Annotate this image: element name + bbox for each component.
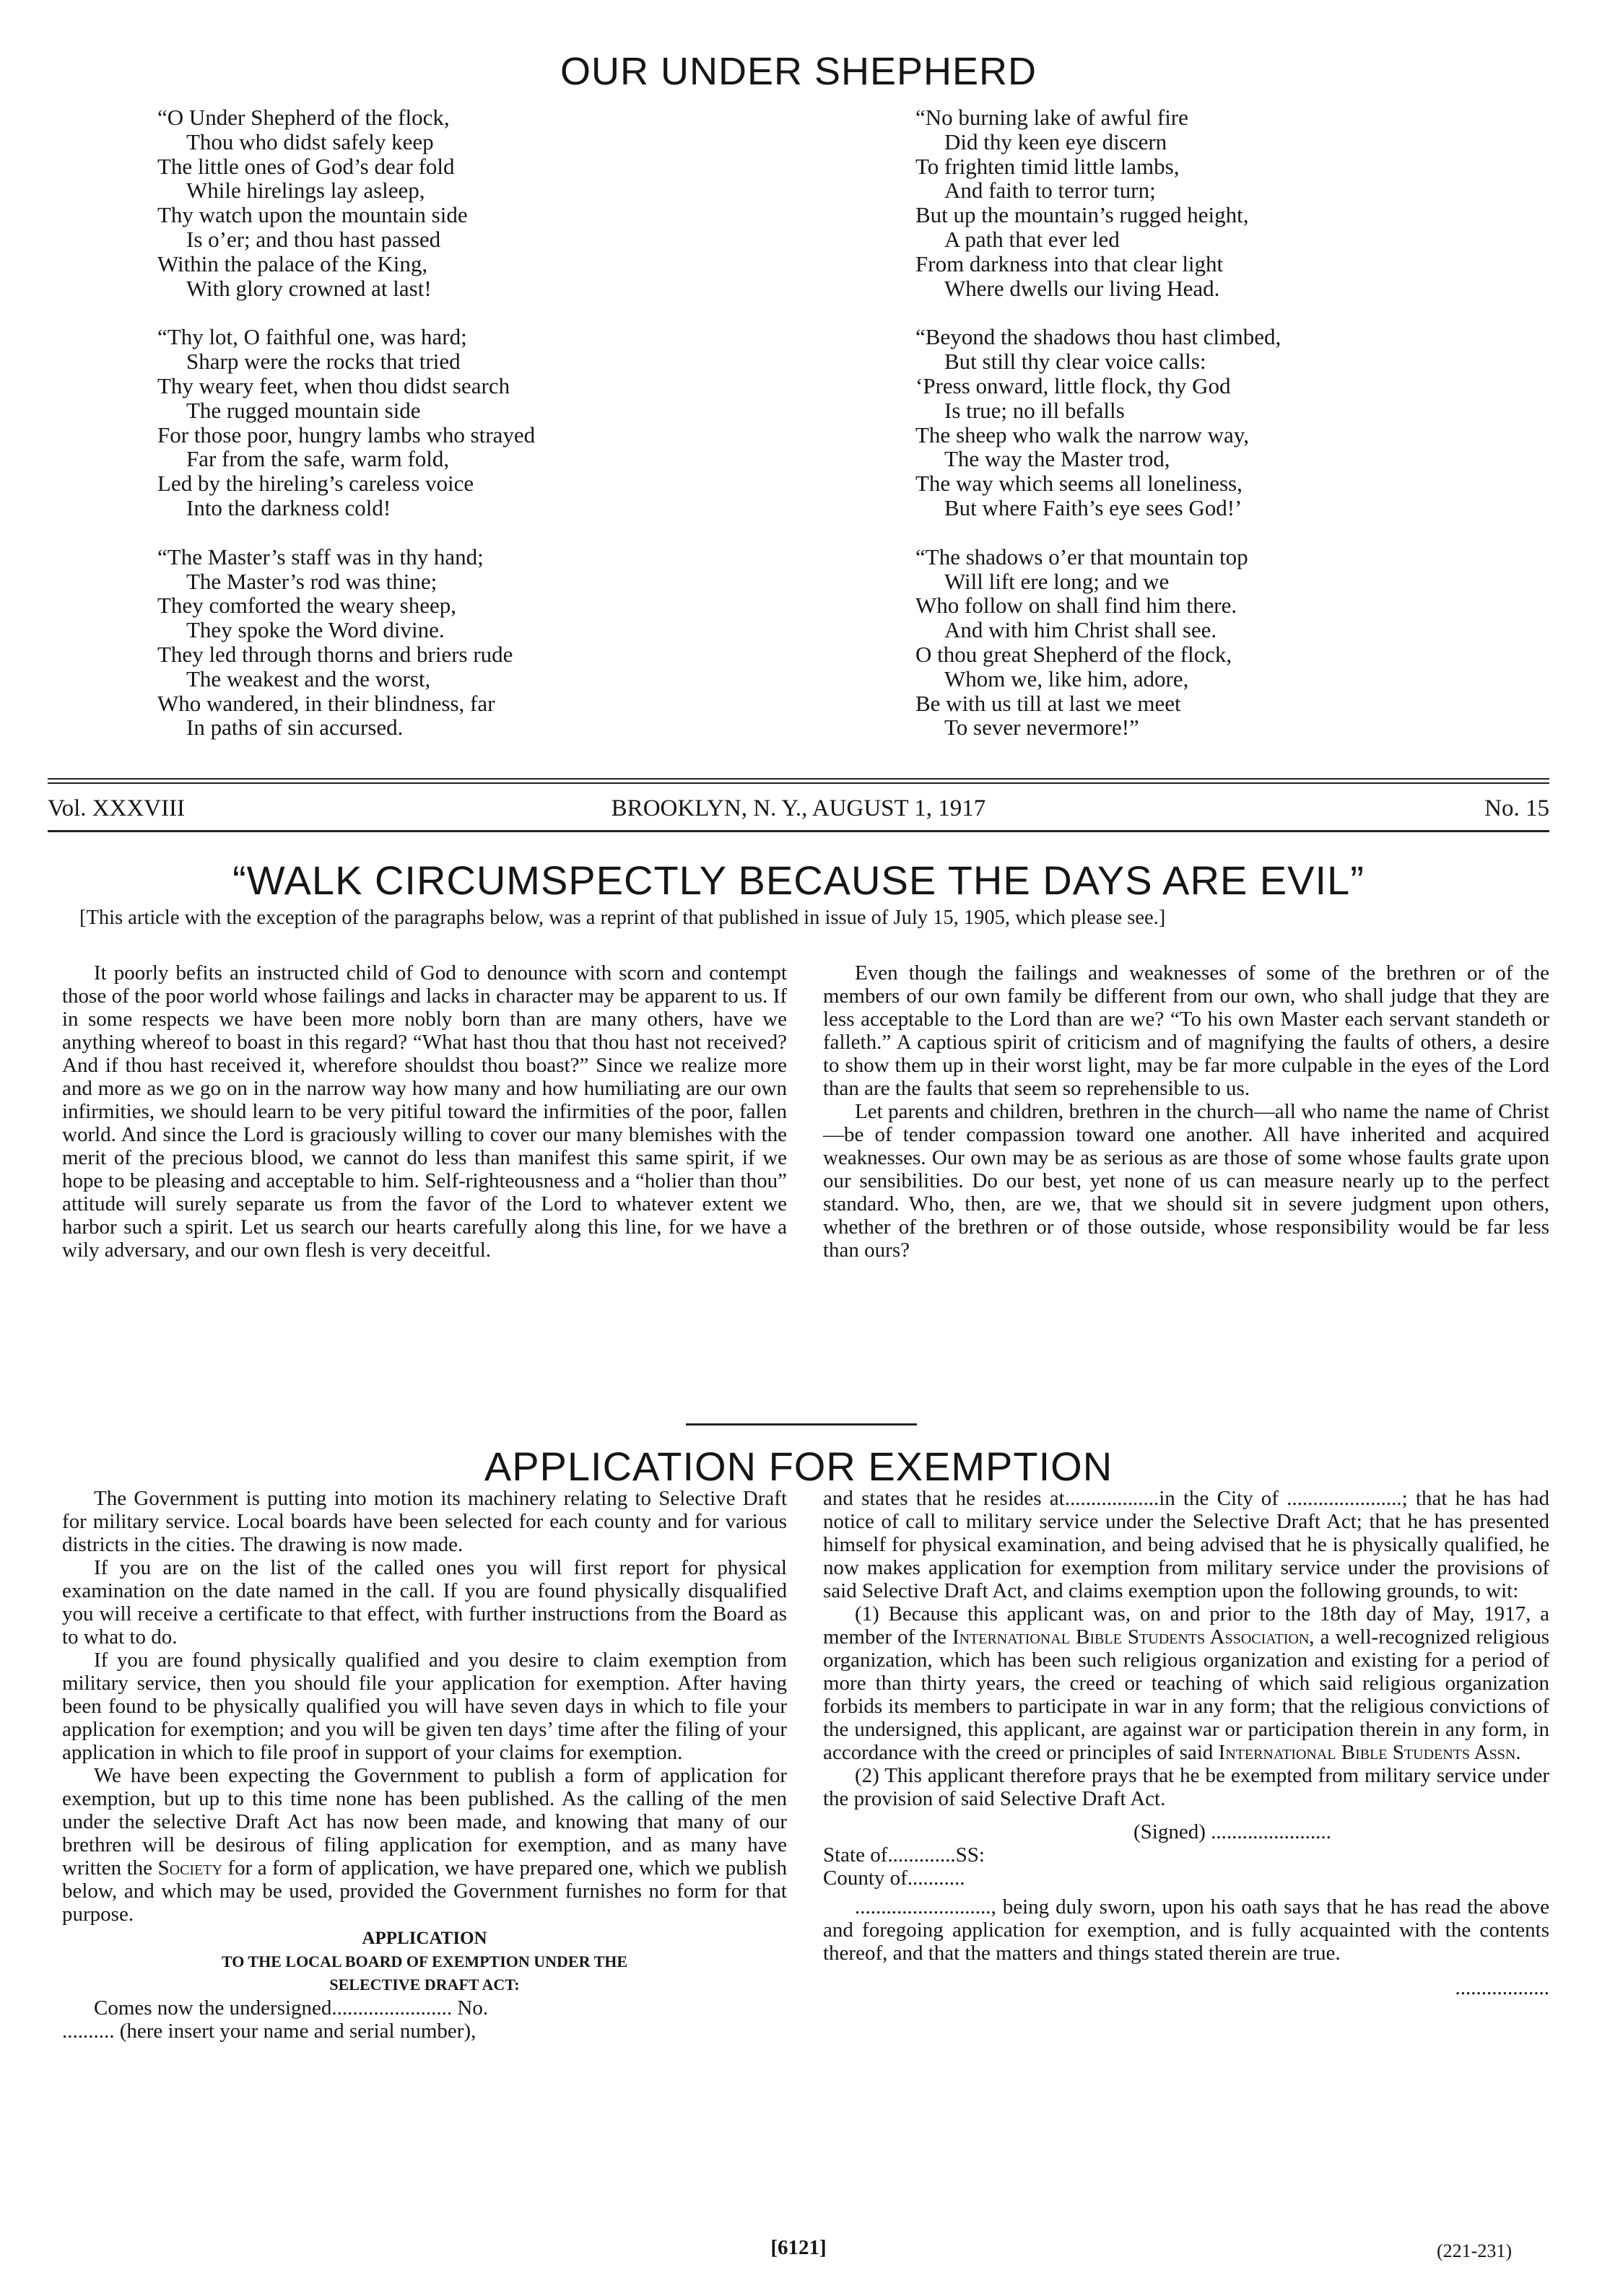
poem-line: To sever nevermore!” [944,715,1139,741]
poem-line: From darkness into that clear light [915,250,1224,276]
article1-title: “WALK CIRCUMSPECTLY BECAUSE THE DAYS ARE EVIL” [232,857,1365,903]
poem-line: Into the darkness cold! [186,494,391,520]
poem-line: Thy weary feet, when thou didst search [157,372,510,398]
comes-now-line: Comes now the undersigned....................... No. [94,1996,489,2020]
article1-note: [This article with the exception of the paragraphs below, was a reprint of that published in issue of July 15, 1905, which please see.] [79,907,1166,929]
masthead-bottom-rule [48,830,1549,832]
paragraph: Even though the failings and weaknesses of some of the brethren or of the members of our own family be different from our own, who shall judge that they are less acceptable to the Lord than are we? “To his own Master each servant standeth or falleth.” A captious spirit of criticism and of magnifying the faults of others, a desire to show them up in their worst light, may be far more culpable in the eyes of the Lord than are the faults that seem so reprehensible to us. [823,961,1549,1100]
poem-line: Within the palace of the King, [157,250,428,276]
ibsa-short: International Bible Students Assn [1218,1741,1516,1764]
poem-line: They comforted the weary sheep, [157,593,457,619]
poem-line: In paths of sin accursed. [186,715,404,741]
poem-line: Is o’er; and thou hast passed [186,226,441,252]
poem-line: Thy watch upon the mountain side [157,202,468,228]
poem-line: But still thy clear voice calls: [944,349,1206,375]
poem-line: But up the mountain’s rugged height, [915,202,1249,228]
form-subheading-1: TO THE LOCAL BOARD OF EXEMPTION UNDER THE [221,1952,628,1970]
poem-line: The way the Master trod, [944,446,1170,472]
ground-2-paragraph: (2) This applicant therefore prays that he be exempted from military service under the provision of said Selective Draft Act. [823,1764,1549,1810]
poem-line: Led by the hireling’s careless voice [157,471,474,497]
masthead-top-rule [48,778,1549,780]
sworn-paragraph: .........................., being duly sworn, upon his oath says that he has read the above and foregoing application for exemption, and is fully acquainted with the contents thereof, and that the matters and things stated therein are true. [823,1895,1549,1965]
poem-line: ‘Press onward, little flock, thy God [915,372,1231,398]
poem-line: And with him Christ shall see. [944,617,1217,643]
poem-line: Be with us till at last we meet [915,690,1181,716]
masthead [48,793,1549,824]
poem-line: “The shadows o’er that mountain top [915,544,1248,569]
poem-line: With glory crowned at last! [186,275,432,301]
issue-number: No. 15 [1484,795,1549,821]
poem-title: OUR UNDER SHEPHERD [560,50,1037,93]
place-date: BROOKLYN, N. Y., AUGUST 1, 1917 [611,795,986,821]
poem-right-column [915,105,1281,764]
insert-name-line: .......... (here insert your name and serial number), [62,2020,477,2043]
poem-line: “Thy lot, O faithful one, was hard; [157,324,467,350]
page-reference: (221-231) [1437,2240,1512,2261]
poem-line: “O Under Shepherd of the flock, [157,105,450,130]
poem-line: Will lift ere long; and we [944,568,1170,594]
poem-line: The Master’s rod was thine; [186,568,438,594]
society-word: Society [157,1856,222,1880]
signed-line: (Signed) ....................... [1133,1820,1331,1843]
form-heading: APPLICATION [362,1929,487,1948]
paragraph: It poorly befits an instructed child of God to denounce with scorn and contempt those of the poor world whose failings and lacks in character may be apparent to us. If in some respects we have been more nobly born than are many others, have we anything whereof to boast in this regard? “What hast thou that thou hast not received? And if thou hast received it, wherefore shouldst thou boast?” Since we realize more and more as we go on in the narrow way how many and how humiliating are our own infirmities, we should learn to be very pitiful toward the infirmities of the poor, fallen world. And since the Lord is graciously willing to cover our many blemishes with the merit of the precious blood, we cannot do less than manifest this same spirit, if we hope to be pleasing and acceptable to him. Self-righteousness and a “holier than thou” attitude will surely separate us from the favor of the Lord to whatever extent we harbor such a spirit. Let us search our hearts carefully along this line, for we have a wily adversary, and our own flesh is very deceitful. [62,961,787,1262]
poem-stanza [915,105,1281,300]
poem-stanza [157,545,535,740]
poem-stanza [915,325,1281,520]
poem-line: Sharp were the rocks that tried [186,349,461,375]
masthead-top-rule-2 [48,782,1549,784]
county-line: County of........... [823,1867,965,1890]
poem-stanza [157,105,535,300]
poem-line: The weakest and the worst, [186,665,431,691]
ground-1-paragraph: (1) Because this applicant was, on and prior to the 18th day of May, 1917, a member of the International Bible Students Association, a well-recognized religious organization, which has been such religious organization and existing for a period of more than thirty years, the creed or teaching of which said religious organization forbids its members to participate in war in any form; that the religious convictions of the undersigned, this applicant, are against war or participation therein in any form, in accordance with the creed or principles of said International Bible Students Assn. [823,1602,1549,1764]
page-number: [6121] [770,2236,827,2259]
poem-line: To frighten timid little lambs, [915,153,1180,179]
paragraph: Let parents and children, brethren in the church—all who name the name of Christ—be of tender compassion toward one another. All have inherited and acquired weaknesses. Our own may be as serious as are those of some whose faults grate upon our sensibilities. Do our best, yet none of us can measure nearly up to the perfect standard. Who, then, are we, that we should sit in severe judgment upon others, whether of the brethren or of those outside, whose responsibility would be far less than ours? [823,1100,1549,1262]
article2-title: APPLICATION FOR EXEMPTION [484,1444,1113,1489]
poem-line: Whom we, like him, adore, [944,665,1189,691]
poem-line: Did thy keen eye discern [944,128,1167,154]
poem-line: Who wandered, in their blindness, far [157,690,495,716]
ibsa-name: International Bible Students Association [952,1625,1310,1649]
poem-line: And faith to terror turn; [944,178,1156,204]
poem-line: The way which seems all loneliness, [915,471,1243,497]
poem-line: For those poor, hungry lambs who strayed [157,422,536,448]
sign-dots: .................. [1455,1976,1549,1999]
section-divider [686,1423,917,1426]
poem-line: But where Faith’s eye sees God!’ [944,494,1243,520]
article2-right-column [823,1487,1549,1999]
paragraph: If you are on the list of the called ones you will first report for physical examination on the date named in the call. If you are found physically disqualified you will receive a certificate to that effect, with further instructions from the Board as to what to do. [62,1556,787,1649]
poem-line: Is true; no ill befalls [944,397,1125,423]
resides-paragraph: and states that he resides at..................in the City of ......................; that he has had notice of call to military service under the Selective Draft Act; that he has presented himself for physical examination, and being advised that he is physically qualified, he now makes application for exemption from military service under the provisions of said Selective Draft Act, and claims exemption upon the following grounds, to wit: [823,1487,1549,1602]
poem-line: They spoke the Word divine. [186,617,445,643]
poem-line: They led through thorns and briers rude [157,641,513,667]
poem-line: A path that ever led [944,226,1120,252]
poem-line: Where dwells our living Head. [944,275,1220,301]
poem-stanza [915,545,1281,740]
article1-left-column [62,961,787,1262]
poem-line: Far from the safe, warm fold, [186,446,450,472]
article1-right-column [823,961,1549,1262]
poem-line: Who follow on shall find him there. [915,593,1237,619]
poem-line: “No burning lake of awful fire [915,105,1188,130]
volume-label: Vol. XXXVIII [48,795,186,821]
poem-left-column [157,105,535,764]
poem-line: Thou who didst safely keep [186,128,434,154]
poem-line: O thou great Shepherd of the flock, [915,641,1232,667]
poem-line: “Beyond the shadows thou hast climbed, [915,324,1281,350]
article2-left-column [62,1487,787,2043]
poem-line: “The Master’s staff was in thy hand; [157,544,484,569]
poem-line: While hirelings lay asleep, [186,178,425,204]
paragraph: If you are found physically qualified and you desire to claim exemption from military service, then you should file your application for exemption. After having been found to be physically qualified you will have seven days in which to file your application for exemption; and you will be given ten days’ time after the filing of your application in which to file proof in support of your claims for exemption. [62,1649,787,1764]
state-line: State of.............SS: [823,1843,985,1867]
form-subheading-2: SELECTIVE DRAFT ACT: [329,1976,520,1994]
paragraph: The Government is putting into motion its machinery relating to Selective Draft for military service. Local boards have been selected for each county and for various districts in the cities. The drawing is now made. [62,1487,787,1556]
poem-stanza [157,325,535,520]
poem-line: The sheep who walk the narrow way, [915,422,1249,448]
society-paragraph: We have been expecting the Government to publish a form of application for exemption, but up to this time none has been published. As the calling of the men under the selective Draft Act has now been made, and knowing that many of our brethren will be desirous of filing application for exemption, and as many have written the Society for a form of application, we have prepared one, which we publish below, and which may be used, provided the Government furnishes no form for that purpose. [62,1764,787,1926]
poem-line: The rugged mountain side [186,397,421,423]
poem-line: The little ones of God’s dear fold [157,153,455,179]
